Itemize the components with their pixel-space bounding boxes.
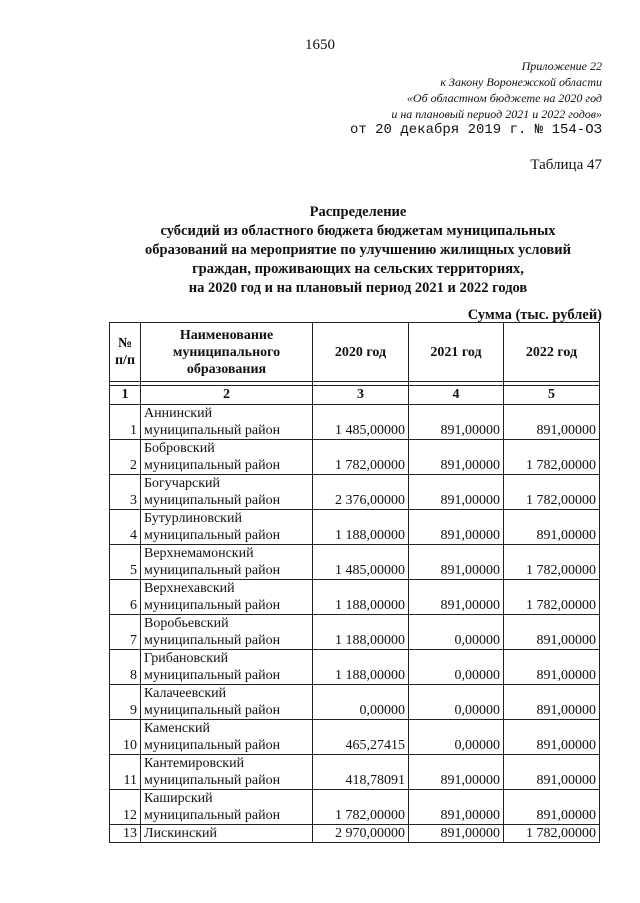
appendix-line: «Об областном бюджете на 2020 год bbox=[406, 91, 602, 105]
municipality-type-line: муниципальный район bbox=[144, 738, 281, 753]
municipality-name bbox=[141, 405, 313, 440]
table-row bbox=[110, 405, 600, 440]
amount-2021: 0,00000 bbox=[409, 685, 504, 720]
table-row bbox=[110, 755, 600, 790]
amount-2022: 891,00000 bbox=[504, 685, 600, 720]
amount-2021: 891,00000 bbox=[409, 755, 504, 790]
table-row bbox=[110, 790, 600, 825]
municipality-type-line: муниципальный район bbox=[144, 703, 281, 718]
municipality-name bbox=[141, 580, 313, 615]
table-row bbox=[110, 825, 600, 843]
row-number: 7 bbox=[110, 615, 141, 650]
law-reference: от 20 декабря 2019 г. № 154-ОЗ bbox=[349, 122, 602, 138]
header-cell: Наименование муниципального образования bbox=[141, 323, 313, 382]
amount-2021: 891,00000 bbox=[409, 475, 504, 510]
amount-2021: 891,00000 bbox=[409, 440, 504, 475]
amount-2022: 891,00000 bbox=[504, 755, 600, 790]
table-row bbox=[110, 545, 600, 580]
row-number: 4 bbox=[110, 510, 141, 545]
title-line: образований на мероприятие по улучшению жилищных условий bbox=[145, 242, 571, 258]
table-row bbox=[110, 650, 600, 685]
municipality-type-line: муниципальный район bbox=[144, 668, 281, 683]
amount-2022: 1 782,00000 bbox=[504, 580, 600, 615]
municipality-name bbox=[141, 790, 313, 825]
amount-2020: 1 485,00000 bbox=[313, 405, 409, 440]
municipality-name-line: Верхнемамонский bbox=[144, 546, 254, 561]
appendix-line: к Закону Воронежской области bbox=[440, 75, 602, 89]
municipality-name: Лискинский bbox=[141, 825, 313, 843]
municipality-name bbox=[141, 475, 313, 510]
amount-2022: 891,00000 bbox=[504, 790, 600, 825]
municipality-name-line: Бутурлиновский bbox=[144, 511, 242, 526]
amount-2020: 2 376,00000 bbox=[313, 475, 409, 510]
municipality-name bbox=[141, 685, 313, 720]
table-row bbox=[110, 440, 600, 475]
amount-2021: 0,00000 bbox=[409, 615, 504, 650]
municipality-type-line: муниципальный район bbox=[144, 493, 281, 508]
column-index-row bbox=[110, 386, 600, 405]
amount-2020: 1 485,00000 bbox=[313, 545, 409, 580]
amount-2020: 1 782,00000 bbox=[313, 440, 409, 475]
municipality-type-line: муниципальный район bbox=[144, 563, 281, 578]
amount-2022: 891,00000 bbox=[504, 615, 600, 650]
table-label: Таблица 47 bbox=[530, 157, 602, 173]
column-index: 5 bbox=[504, 386, 600, 405]
row-number: 11 bbox=[110, 755, 141, 790]
row-number: 8 bbox=[110, 650, 141, 685]
municipality-name bbox=[141, 650, 313, 685]
title-line: на 2020 год и на плановый период 2021 и 2022 годов bbox=[188, 280, 528, 296]
municipality-type-line: муниципальный район bbox=[144, 528, 281, 543]
table-row bbox=[110, 580, 600, 615]
amount-2022: 1 782,00000 bbox=[504, 825, 600, 843]
header-cell: 2021 год bbox=[409, 323, 504, 382]
municipality-name bbox=[141, 615, 313, 650]
column-index: 3 bbox=[313, 386, 409, 405]
amount-2022: 891,00000 bbox=[504, 650, 600, 685]
municipality-name bbox=[141, 545, 313, 580]
municipality-name-line: Каширский bbox=[144, 791, 213, 806]
amount-2022: 1 782,00000 bbox=[504, 545, 600, 580]
municipality-type-line: муниципальный район bbox=[144, 633, 281, 648]
municipality-name-line: Кантемировский bbox=[144, 756, 245, 771]
row-number: 6 bbox=[110, 580, 141, 615]
municipality-name-line: Воробьевский bbox=[144, 616, 229, 631]
amount-2022: 891,00000 bbox=[504, 510, 600, 545]
appendix-line: Приложение 22 bbox=[521, 59, 602, 73]
amount-2020: 1 188,00000 bbox=[313, 510, 409, 545]
amount-2021: 891,00000 bbox=[409, 825, 504, 843]
municipality-name-line: Каменский bbox=[144, 721, 210, 736]
table-row bbox=[110, 615, 600, 650]
amount-2021: 891,00000 bbox=[409, 545, 504, 580]
header-row bbox=[110, 323, 600, 382]
row-number: 13 bbox=[110, 825, 141, 843]
header-cell: 2020 год bbox=[313, 323, 409, 382]
municipality-name-line: Верхнехавский bbox=[144, 581, 235, 596]
amount-2022: 891,00000 bbox=[504, 405, 600, 440]
amount-2020: 418,78091 bbox=[313, 755, 409, 790]
header-cell: 2022 год bbox=[504, 323, 600, 382]
amount-2021: 0,00000 bbox=[409, 650, 504, 685]
row-number: 9 bbox=[110, 685, 141, 720]
amount-2020: 0,00000 bbox=[313, 685, 409, 720]
amount-2020: 1 188,00000 bbox=[313, 615, 409, 650]
amount-2021: 891,00000 bbox=[409, 580, 504, 615]
amount-2022: 891,00000 bbox=[504, 720, 600, 755]
sum-unit: Сумма (тыс. рублей) bbox=[467, 307, 602, 323]
municipality-type-line: муниципальный район bbox=[144, 808, 281, 823]
municipality-name-line: Калачеевский bbox=[144, 686, 227, 701]
row-number: 12 bbox=[110, 790, 141, 825]
municipality-name bbox=[141, 755, 313, 790]
table-row bbox=[110, 720, 600, 755]
amount-2021: 0,00000 bbox=[409, 720, 504, 755]
amount-2021: 891,00000 bbox=[409, 790, 504, 825]
appendix-line: и на плановый период 2021 и 2022 годов» bbox=[391, 107, 602, 121]
column-index: 2 bbox=[141, 386, 313, 405]
amount-2020: 465,27415 bbox=[313, 720, 409, 755]
municipality-name-line: Грибановский bbox=[144, 651, 229, 666]
amount-2020: 2 970,00000 bbox=[313, 825, 409, 843]
municipality-type-line: муниципальный район bbox=[144, 458, 281, 473]
column-index: 1 bbox=[110, 386, 141, 405]
municipality-type-line: муниципальный район bbox=[144, 773, 281, 788]
column-index: 4 bbox=[409, 386, 504, 405]
title-line: субсидий из областного бюджета бюджетам муниципальных bbox=[160, 223, 556, 239]
municipality-name-line: Аннинский bbox=[144, 406, 213, 421]
municipality-name bbox=[141, 720, 313, 755]
municipality-name bbox=[141, 440, 313, 475]
table-row bbox=[110, 510, 600, 545]
title-line: граждан, проживающих на сельских территориях, bbox=[192, 261, 524, 277]
row-number: 1 bbox=[110, 405, 141, 440]
table-row bbox=[110, 685, 600, 720]
amount-2020: 1 782,00000 bbox=[313, 790, 409, 825]
row-number: 10 bbox=[110, 720, 141, 755]
table-row bbox=[110, 475, 600, 510]
subsidy-table bbox=[109, 322, 600, 843]
municipality-type-line: муниципальный район bbox=[144, 423, 281, 438]
row-number: 2 bbox=[110, 440, 141, 475]
row-number: 5 bbox=[110, 545, 141, 580]
title-line: Распределение bbox=[309, 204, 407, 220]
row-number: 3 bbox=[110, 475, 141, 510]
amount-2022: 1 782,00000 bbox=[504, 475, 600, 510]
municipality-name-line: Богучарский bbox=[144, 476, 221, 491]
amount-2020: 1 188,00000 bbox=[313, 650, 409, 685]
amount-2022: 1 782,00000 bbox=[504, 440, 600, 475]
municipality-type-line: муниципальный район bbox=[144, 598, 281, 613]
amount-2020: 1 188,00000 bbox=[313, 580, 409, 615]
municipality-name bbox=[141, 510, 313, 545]
appendix-note bbox=[391, 58, 602, 122]
municipality-name-line: Бобровский bbox=[144, 441, 215, 456]
amount-2021: 891,00000 bbox=[409, 510, 504, 545]
page-number: 1650 bbox=[305, 37, 335, 53]
amount-2021: 891,00000 bbox=[409, 405, 504, 440]
header-cell: № п/п bbox=[110, 323, 141, 382]
document-title bbox=[110, 203, 606, 298]
